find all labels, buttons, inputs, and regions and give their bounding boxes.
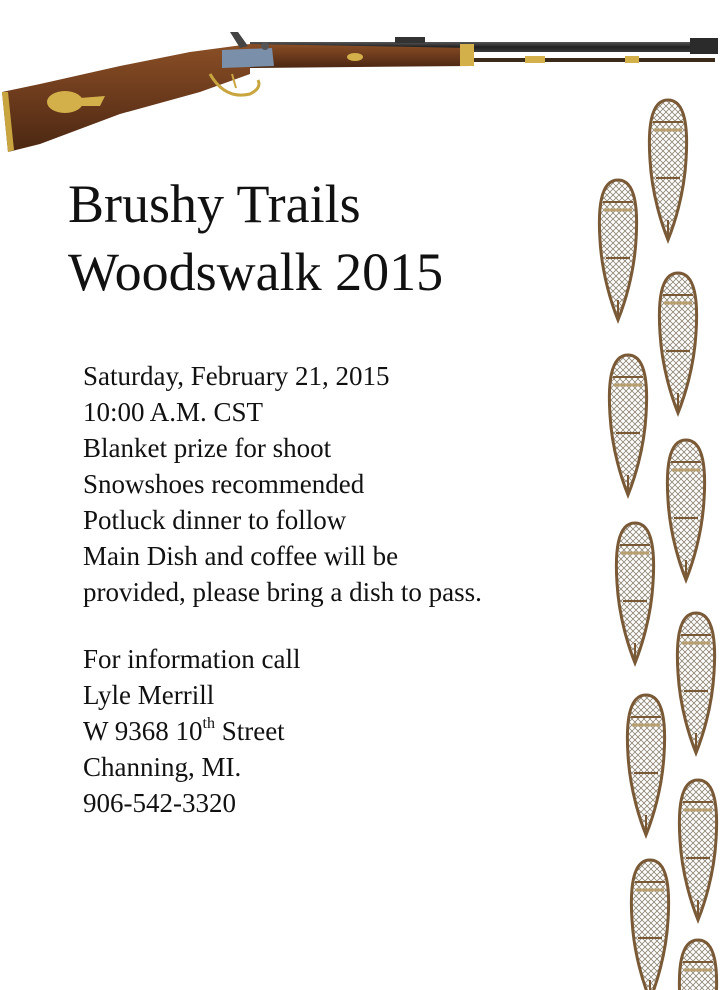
detail-main-dish: Main Dish and coffee will be bbox=[83, 541, 399, 571]
event-details bbox=[83, 358, 482, 610]
detail-potluck: Potluck dinner to follow bbox=[83, 505, 347, 535]
contact-intro: For information call bbox=[83, 644, 301, 674]
event-time: 10:00 A.M. CST bbox=[83, 397, 264, 427]
flyer-title bbox=[68, 170, 443, 306]
address-number: W 9368 10 bbox=[83, 716, 203, 746]
snowshoes-image bbox=[590, 95, 720, 990]
event-date: Saturday, February 21, 2015 bbox=[83, 361, 390, 391]
contact-info bbox=[83, 641, 300, 821]
contact-name: Lyle Merrill bbox=[83, 680, 215, 710]
contact-address bbox=[83, 713, 300, 749]
contact-city: Channing, MI. bbox=[83, 752, 242, 782]
contact-phone: 906-542-3320 bbox=[83, 788, 236, 818]
title-line-1: Brushy Trails bbox=[68, 174, 361, 234]
detail-bring-dish: provided, please bring a dish to pass. bbox=[83, 577, 482, 607]
address-street: Street bbox=[214, 716, 285, 746]
detail-prize: Blanket prize for shoot bbox=[83, 433, 332, 463]
address-ordinal: th bbox=[202, 715, 215, 732]
title-line-2: Woodswalk 2015 bbox=[68, 242, 444, 302]
detail-snowshoes: Snowshoes recommended bbox=[83, 469, 365, 499]
